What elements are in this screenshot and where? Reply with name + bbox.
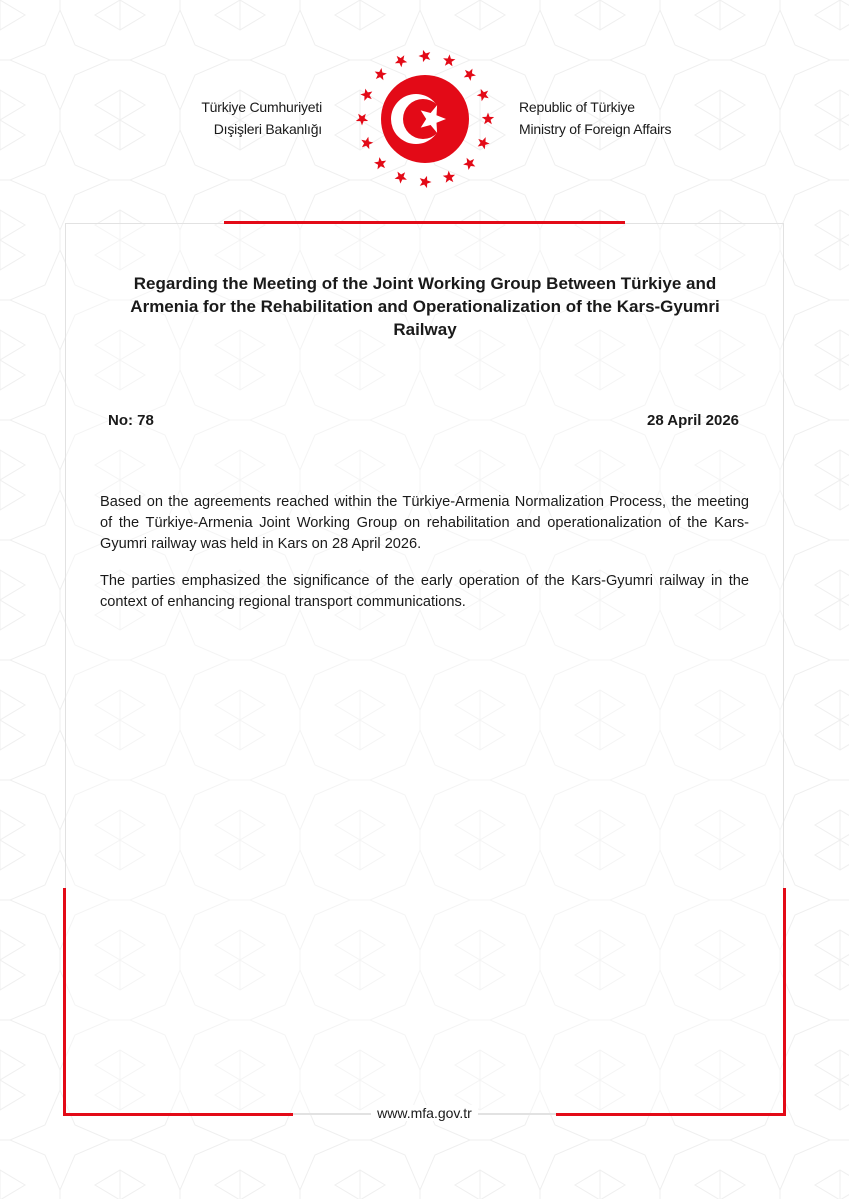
ministry-tr-line2: Dışişleri Bakanlığı bbox=[213, 121, 322, 137]
ministry-name-turkish bbox=[201, 96, 322, 140]
document-frame bbox=[65, 223, 784, 1114]
body-paragraph: The parties emphasized the significance of the early operation of the Kars-Gyumri railway in the context of enhancing regional transport communications. bbox=[100, 573, 749, 610]
frame-corner-bottom-right-vertical bbox=[783, 888, 786, 1116]
emblem-ring-star-icon bbox=[356, 114, 368, 126]
frame-corner-bottom-left-vertical bbox=[63, 888, 66, 1116]
body-paragraph: Based on the agreements reached within the Türkiye-Armenia Normalization Process, the meeting of the Türkiye-Armenia Joint Working Group on rehabilitation and operationalization of the Kars-Gyumri railway was held in Kars on 28 April 2026. bbox=[100, 494, 749, 552]
emblem-ring-star-icon bbox=[420, 176, 432, 188]
emblem-ring-star-icon bbox=[477, 89, 489, 101]
website-link[interactable]: www.mfa.gov.tr bbox=[371, 1105, 478, 1121]
emblem-ring-star-icon bbox=[395, 55, 407, 67]
document-number: No: 78 bbox=[108, 412, 154, 429]
emblem-ring-star-icon bbox=[463, 158, 475, 170]
document-date: 28 April 2026 bbox=[647, 412, 739, 429]
frame-top-accent bbox=[224, 221, 625, 224]
ministry-tr-line1: Türkiye Cumhuriyeti bbox=[201, 99, 322, 115]
emblem-ring-star-icon bbox=[443, 54, 455, 66]
emblem-ring-star-icon bbox=[375, 68, 387, 80]
ministry-en-line2: Ministry of Foreign Affairs bbox=[519, 121, 672, 137]
ministry-en-line1: Republic of Türkiye bbox=[519, 99, 635, 115]
document-body bbox=[100, 492, 749, 629]
crescent-star-emblem-icon bbox=[350, 44, 500, 194]
ministry-name-english bbox=[519, 96, 671, 140]
emblem-ring-star-icon bbox=[374, 157, 386, 169]
emblem-ring-star-icon bbox=[482, 113, 494, 125]
emblem-ring-star-icon bbox=[361, 137, 373, 149]
emblem-ring-star-icon bbox=[360, 89, 372, 101]
emblem-ring-star-icon bbox=[395, 172, 407, 184]
emblem-ring-star-icon bbox=[419, 50, 431, 62]
emblem-ring-star-icon bbox=[464, 69, 476, 81]
emblem-ring-star-icon bbox=[443, 171, 455, 183]
emblem-ring-star-icon bbox=[478, 137, 490, 149]
document-title: Regarding the Meeting of the Joint Working Group Between Türkiye and Armenia for the Rehabilitation and Operationalization of the Kars-Gyumri Railway bbox=[130, 274, 720, 339]
footer-website bbox=[0, 1102, 849, 1124]
